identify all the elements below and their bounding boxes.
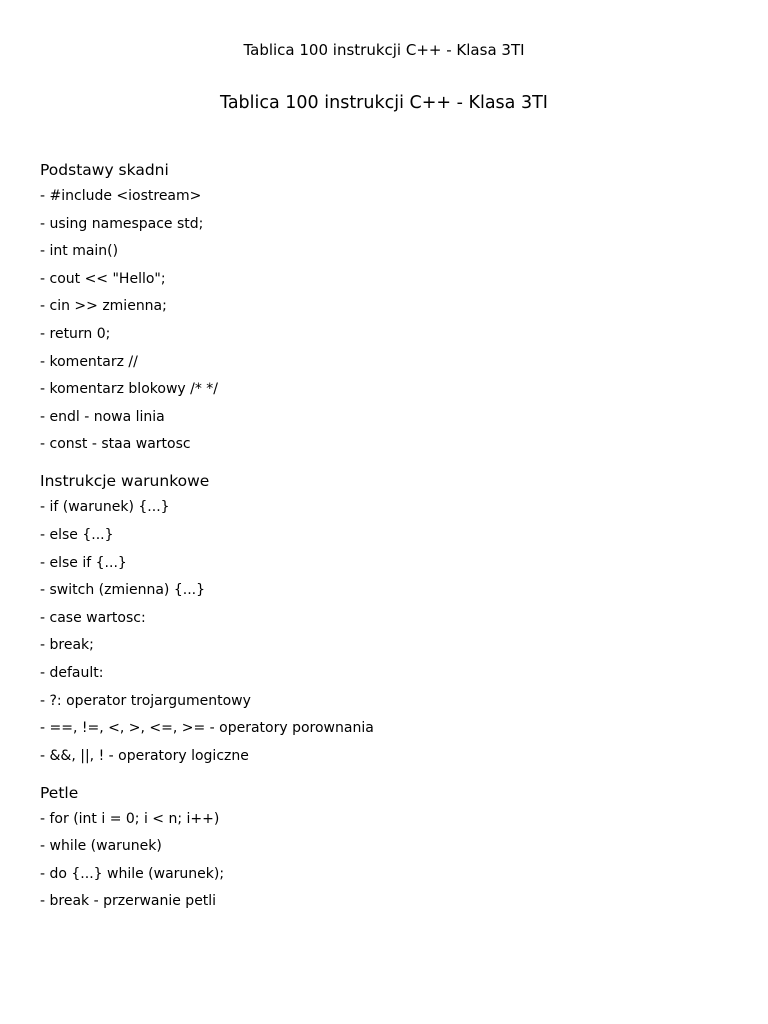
list-item: - for (int i = 0; i < n; i++) [40, 810, 220, 827]
list-item: - if (warunek) {...} [40, 499, 170, 516]
list-item: - case wartosc: [40, 609, 146, 626]
list-item: - ?: operator trojargumentowy [40, 692, 251, 709]
instruction-list [40, 811, 740, 911]
list-item: - komentarz // [40, 353, 138, 370]
list-item: - else {...} [40, 526, 114, 543]
list-item: - cout << "Hello"; [40, 270, 166, 287]
list-item: - endl - nowa linia [40, 408, 165, 425]
section-petle [40, 782, 740, 911]
instruction-list [40, 499, 740, 764]
list-item: - switch (zmienna) {...} [40, 582, 205, 599]
running-header: Tablica 100 instrukcji C++ - Klasa 3TI [243, 41, 525, 59]
list-item: - cin >> zmienna; [40, 298, 167, 315]
list-item: - default: [40, 664, 104, 681]
list-item: - int main() [40, 243, 119, 260]
list-item: - komentarz blokowy /* */ [40, 381, 219, 398]
document-body [40, 159, 740, 927]
instruction-list [40, 188, 740, 453]
list-item: - const - staa wartosc [40, 436, 191, 453]
section-heading: Podstawy skadni [40, 161, 169, 179]
list-item: - else if {...} [40, 554, 127, 571]
list-item: - #include <iostream> [40, 188, 202, 204]
list-item: - while (warunek) [40, 838, 162, 855]
list-item: - using namespace std; [40, 215, 204, 232]
list-item: - break; [40, 637, 94, 654]
section-heading: Petle [40, 783, 79, 802]
list-item: - &&, ||, ! - operatory logiczne [40, 747, 249, 764]
list-item: - return 0; [40, 325, 111, 342]
section-heading: Instrukcje warunkowe [40, 472, 210, 491]
list-item: - break - przerwanie petli [40, 893, 217, 910]
document-title: Tablica 100 instrukcji C++ - Klasa 3TI [220, 93, 548, 113]
section-instrukcje-warunkowe [40, 470, 740, 764]
list-item: - ==, !=, <, >, <=, >= - operatory porownania [40, 720, 374, 737]
list-item: - do {...} while (warunek); [40, 865, 225, 882]
section-podstawy-skladni [40, 159, 740, 453]
